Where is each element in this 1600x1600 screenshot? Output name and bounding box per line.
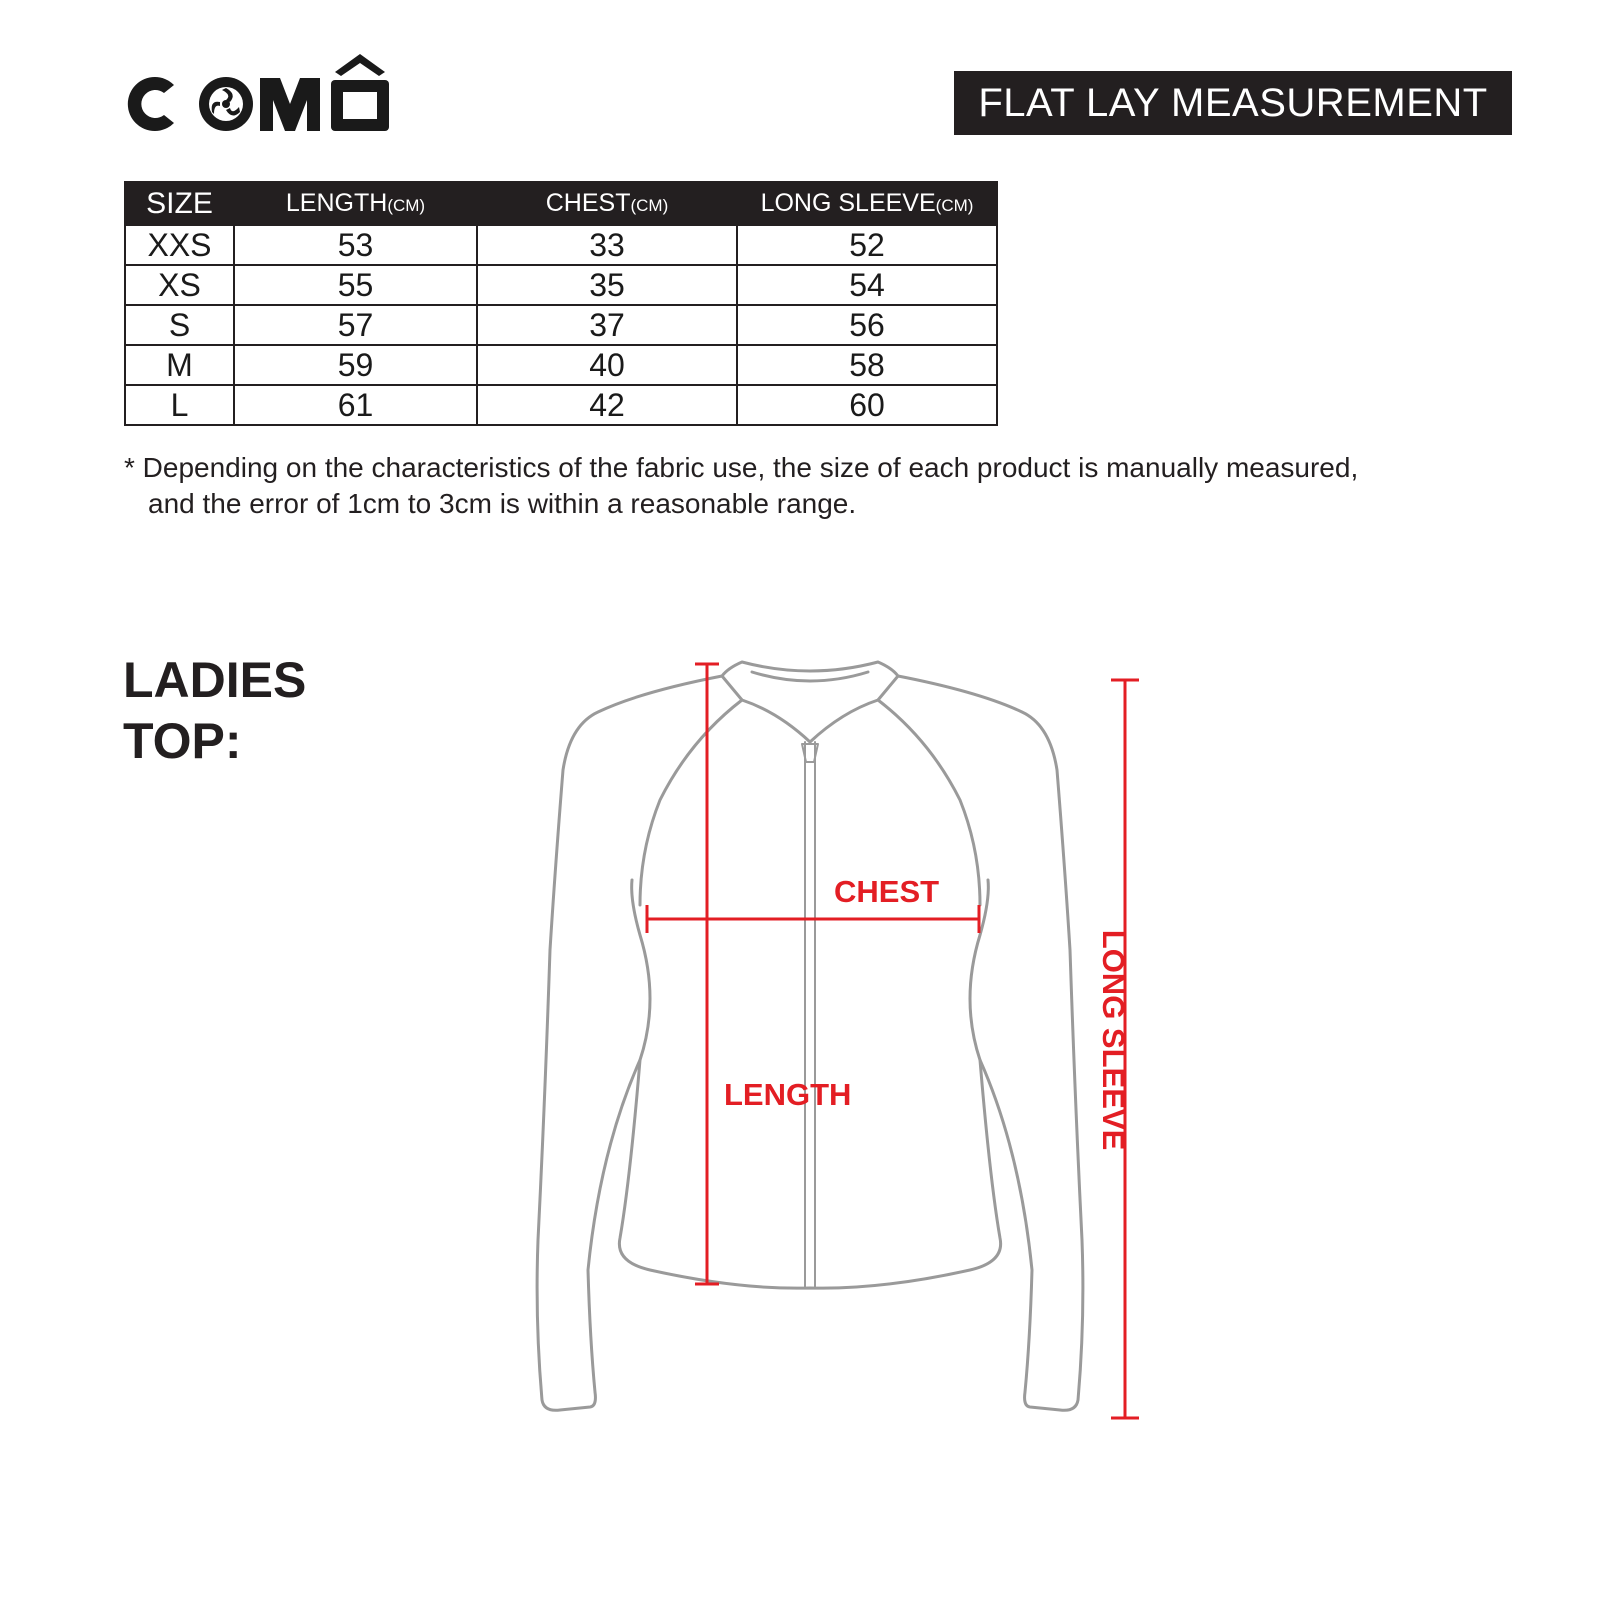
table-row xyxy=(125,385,997,425)
sleeve-cell: 58 xyxy=(737,345,997,385)
sleeve-cell: 56 xyxy=(737,305,997,345)
header-chest: CHEST(CM) xyxy=(477,182,737,225)
como-logo xyxy=(122,52,407,142)
table-row xyxy=(125,345,997,385)
header-long-sleeve: LONG SLEEVE(CM) xyxy=(737,182,997,225)
length-cell: 53 xyxy=(234,225,477,265)
table-row xyxy=(125,225,997,265)
note-line-1: * Depending on the characteristics of the fabric use, the size of each product is manually measured, xyxy=(124,452,1359,483)
header-size: SIZE xyxy=(125,182,234,225)
header-length: LENGTH(CM) xyxy=(234,182,477,225)
chest-cell: 35 xyxy=(477,265,737,305)
table-row xyxy=(125,305,997,345)
long-sleeve-label: LONG SLEEVE xyxy=(1096,929,1131,1151)
chest-cell: 37 xyxy=(477,305,737,345)
length-cell: 55 xyxy=(234,265,477,305)
size-cell: XS xyxy=(125,265,234,305)
size-cell: L xyxy=(125,385,234,425)
size-table xyxy=(124,181,998,426)
measurement-note xyxy=(124,450,1358,522)
garment-outline xyxy=(537,662,1083,1410)
chest-label: CHEST xyxy=(834,874,940,909)
length-cell: 59 xyxy=(234,345,477,385)
sleeve-cell: 60 xyxy=(737,385,997,425)
size-cell: XXS xyxy=(125,225,234,265)
length-cell: 57 xyxy=(234,305,477,345)
flat-lay-measurement-badge: FLAT LAY MEASUREMENT xyxy=(954,71,1512,135)
product-title-line-2: TOP: xyxy=(123,713,242,769)
note-line-2: and the error of 1cm to 3cm is within a reasonable range. xyxy=(148,488,857,519)
chest-cell: 42 xyxy=(477,385,737,425)
size-cell: S xyxy=(125,305,234,345)
table-row xyxy=(125,265,997,305)
sleeve-cell: 54 xyxy=(737,265,997,305)
table-header-row xyxy=(125,182,997,225)
chest-cell: 33 xyxy=(477,225,737,265)
length-cell: 61 xyxy=(234,385,477,425)
sleeve-cell: 52 xyxy=(737,225,997,265)
size-cell: M xyxy=(125,345,234,385)
product-title-line-1: LADIES xyxy=(123,652,307,708)
chest-cell: 40 xyxy=(477,345,737,385)
length-label: LENGTH xyxy=(724,1077,852,1112)
measurement-lines xyxy=(647,664,1139,1418)
